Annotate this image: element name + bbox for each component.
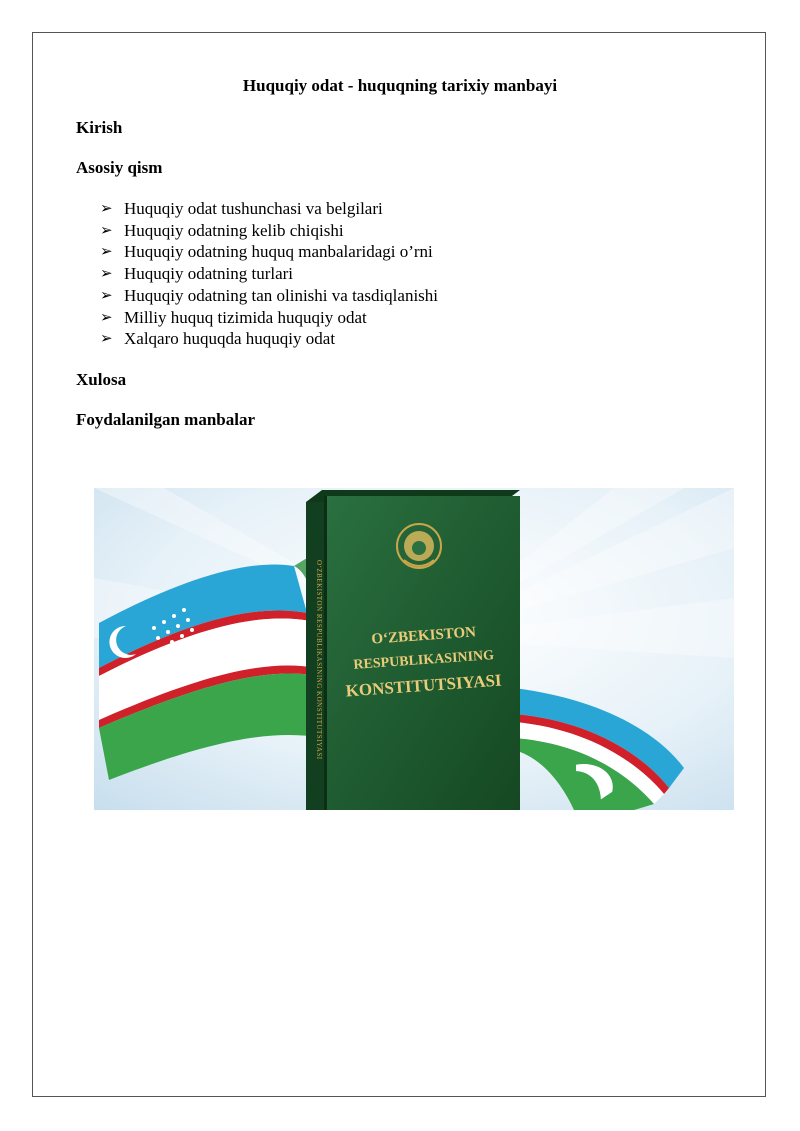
list-item-label: Xalqaro huquqda huquqiy odat xyxy=(124,329,336,349)
list-item xyxy=(100,307,438,329)
book-spine-title: O‘ZBEKISTON RESPUBLIKASINING KONSTITUTSIYASI xyxy=(315,560,323,760)
list-item-label: Huquqiy odatning tan olinishi va tasdiqlanishi xyxy=(124,285,439,305)
arrowhead-bullet-icon: ➢ xyxy=(100,285,113,304)
list-item xyxy=(100,328,438,350)
list-item xyxy=(100,263,438,285)
constitution-book xyxy=(306,490,520,810)
main-section-list xyxy=(100,198,438,350)
section-heading-intro: Kirish xyxy=(76,118,123,137)
list-item-label: Huquqiy odatning kelib chiqishi xyxy=(124,220,344,240)
list-item xyxy=(100,241,438,263)
arrowhead-bullet-icon: ➢ xyxy=(100,307,113,326)
list-item-label: Huquqiy odatning huquq manbalaridagi o’rni xyxy=(124,242,433,262)
list-item-label: Huquqiy odatning turlari xyxy=(124,264,294,284)
arrowhead-bullet-icon: ➢ xyxy=(100,329,113,348)
section-heading-main: Asosiy qism xyxy=(76,158,163,177)
book-title-line-2: RESPUBLIKASINING xyxy=(352,648,495,673)
list-item xyxy=(100,285,438,307)
book-title-line-3: KONSTITUTSIYASI xyxy=(345,670,503,701)
arrowhead-bullet-icon: ➢ xyxy=(100,264,113,283)
list-item-label: Milliy huquq tizimida huquqiy odat xyxy=(124,307,367,327)
book-title-line-1: O‘ZBEKISTON xyxy=(370,624,477,648)
list-item xyxy=(100,220,438,242)
section-heading-conclusion: Xulosa xyxy=(76,370,127,389)
constitution-illustration xyxy=(94,488,734,810)
arrowhead-bullet-icon: ➢ xyxy=(100,242,113,261)
section-heading-references: Foydalanilgan manbalar xyxy=(76,410,256,429)
document-title: Huquqiy odat - huquqning tarixiy manbayi xyxy=(242,76,558,95)
list-item-label: Huquqiy odat tushunchasi va belgilari xyxy=(124,199,383,218)
constitution-cover-image xyxy=(94,488,734,810)
list-item xyxy=(100,198,438,220)
arrowhead-bullet-icon: ➢ xyxy=(100,199,113,217)
arrowhead-bullet-icon: ➢ xyxy=(100,220,113,239)
